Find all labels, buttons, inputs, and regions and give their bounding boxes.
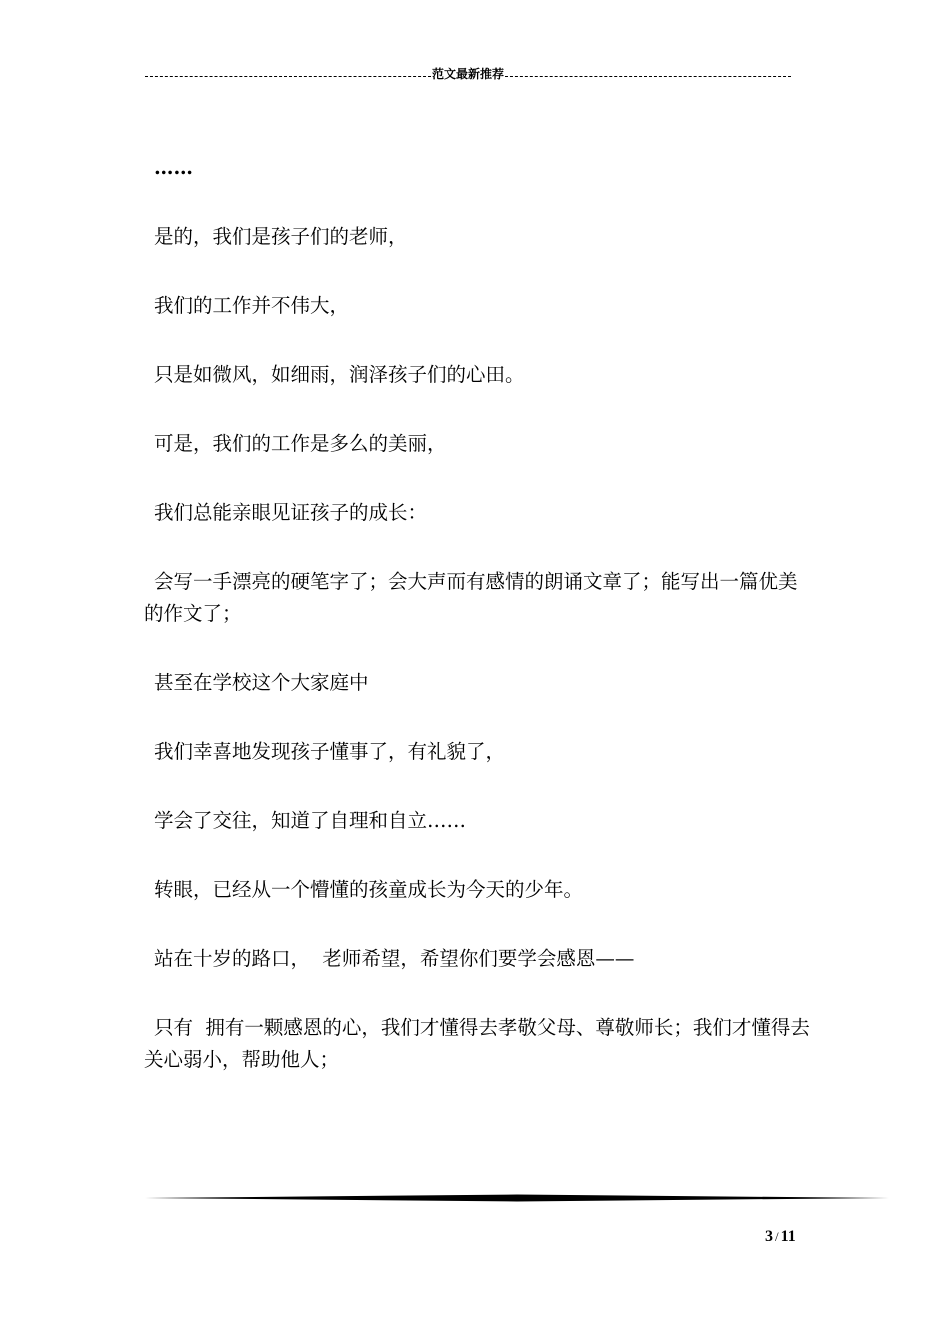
page-total: 11 bbox=[780, 1228, 796, 1245]
header-dashes-left bbox=[145, 76, 431, 77]
paragraph: …… bbox=[154, 156, 193, 179]
footer-divider bbox=[145, 1194, 889, 1202]
paragraph: 我们的工作并不伟大， bbox=[154, 294, 350, 317]
paragraph: 只是如微风，如细雨，润泽孩子们的心田。 bbox=[154, 363, 525, 386]
page-number bbox=[765, 1228, 796, 1246]
paragraph: 甚至在学校这个大家庭中 bbox=[154, 671, 369, 694]
page-header bbox=[145, 66, 791, 82]
page-separator: / bbox=[775, 1229, 779, 1244]
paragraph: 可是，我们的工作是多么的美丽， bbox=[154, 432, 447, 455]
paragraph: 我们幸喜地发现孩子懂事了，有礼貌了， bbox=[154, 740, 506, 763]
paragraph: 转眼，已经从一个懵懂的孩童成长为今天的少年。 bbox=[154, 878, 584, 901]
header-title: 范文最新推荐 bbox=[432, 67, 505, 81]
document-body bbox=[144, 152, 812, 1113]
header-dashes-right bbox=[505, 76, 791, 77]
paragraph: 是的，我们是孩子们的老师， bbox=[154, 225, 408, 248]
paragraph: 只有 拥有一颗感恩的心，我们才懂得去孝敬父母、尊敬师长；我们才懂得去关心弱小，帮助他人； bbox=[144, 1016, 810, 1071]
page-current: 3 bbox=[765, 1228, 773, 1245]
footer-divider-line bbox=[145, 1194, 889, 1202]
paragraph: 我们总能亲眼见证孩子的成长： bbox=[154, 501, 428, 524]
paragraph: 会写一手漂亮的硬笔字了；会大声而有感情的朗诵文章了；能写出一篇优美的作文了； bbox=[144, 570, 798, 625]
paragraph: 学会了交往，知道了自理和自立…… bbox=[154, 809, 467, 832]
paragraph: 站在十岁的路口， 老师希望，希望你们要学会感恩—— bbox=[154, 947, 635, 970]
